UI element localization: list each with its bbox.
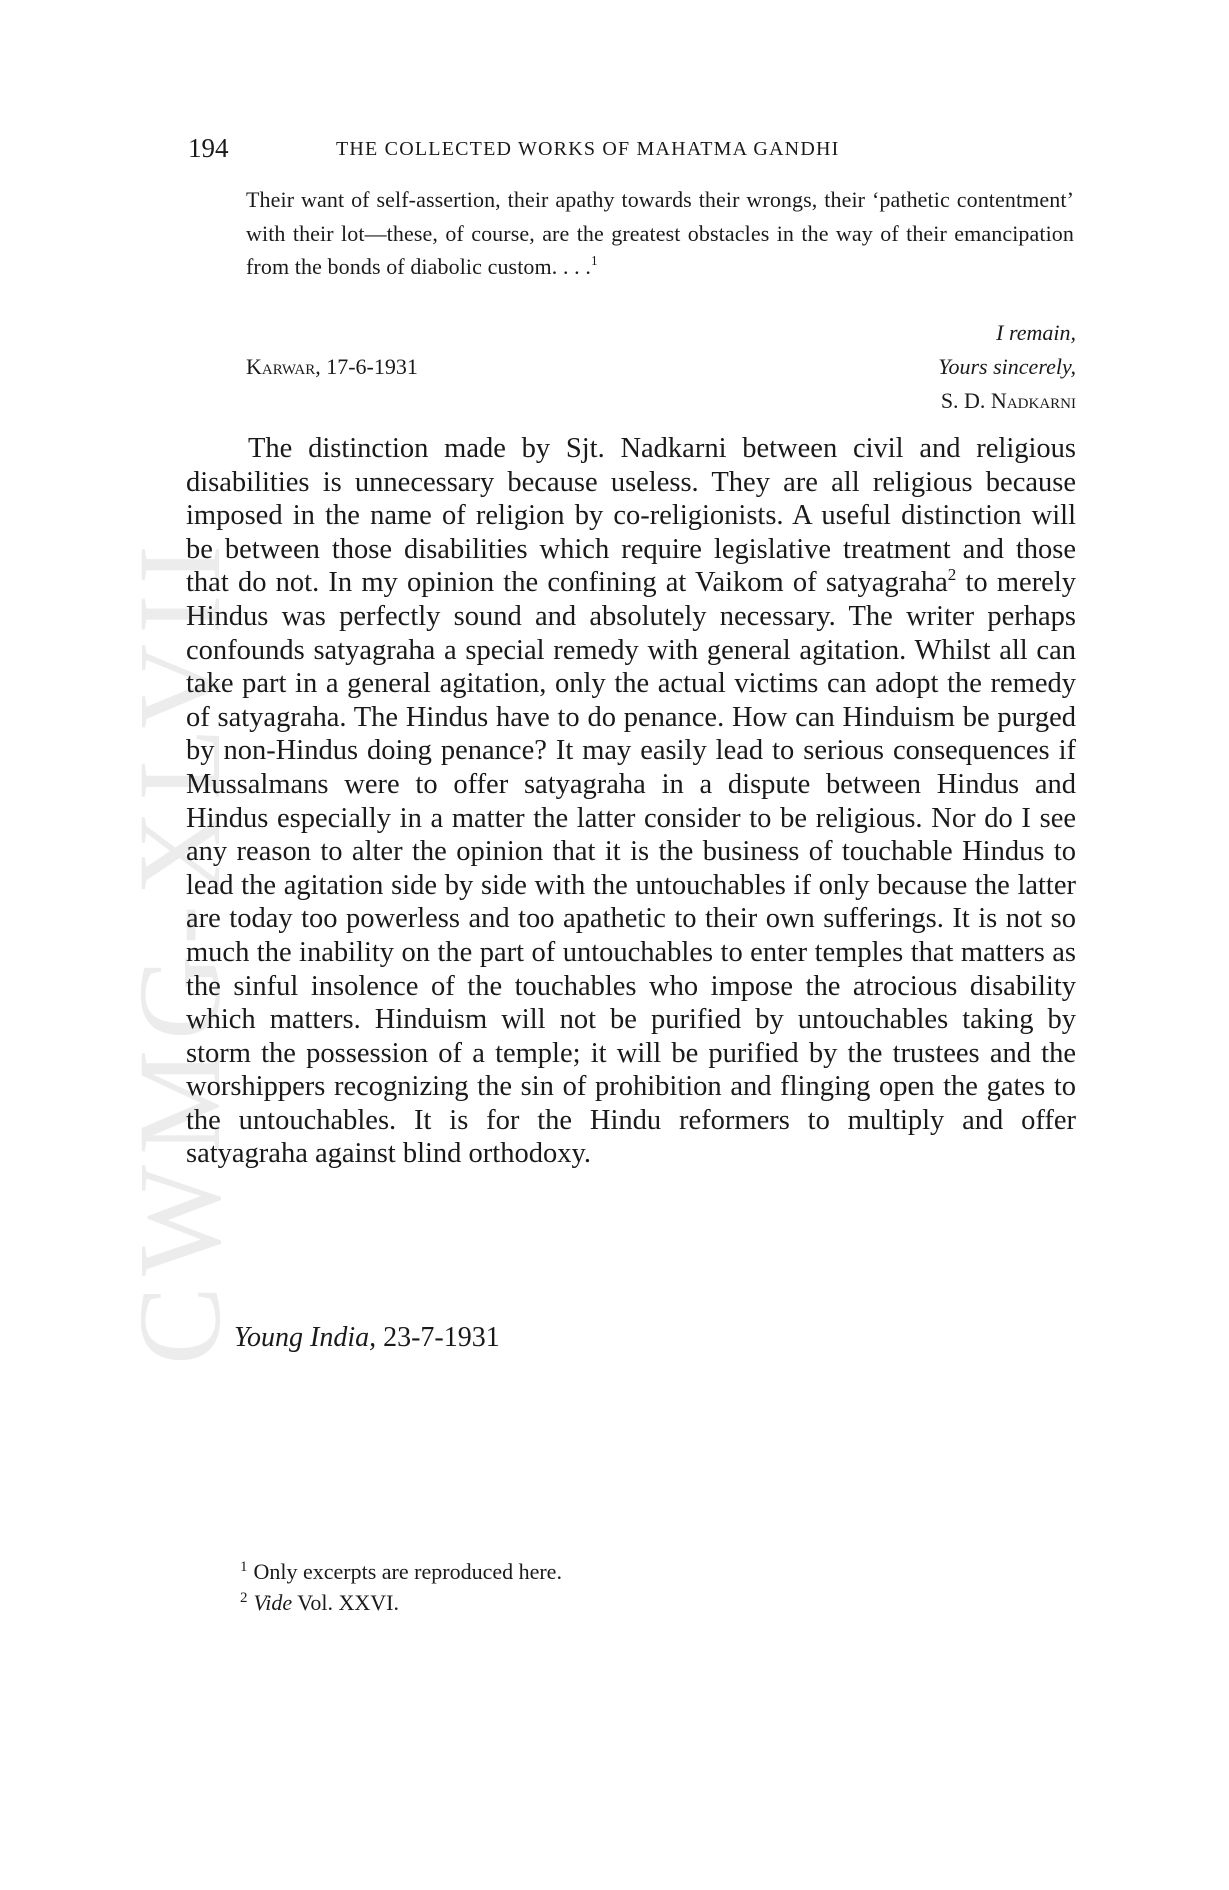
footnote-mark: 1 — [240, 1558, 248, 1575]
footnote-italic: Vide — [253, 1590, 293, 1615]
footnote-text: Only excerpts are reproduced here. — [253, 1559, 562, 1584]
source-publication: Young India, — [234, 1322, 377, 1353]
footnote-mark: 2 — [240, 1589, 248, 1606]
letter-paragraph — [246, 183, 1074, 284]
running-head — [188, 133, 1076, 167]
commentary-text-part2: to merely Hindus was perfectly sound and absolutely necessary. The writer perhaps confounds satyagraha a special remedy with general agitation. Whilst all can take part in a general agitation, only the actual victims can adopt the remedy of satyagraha. The Hindus have to do penance. How can Hinduism be purged by non-Hindus doing penance? It may easily lead to serious consequences if Mussalmans were to offer satyagraha in a dispute between Hindus and Hindus especially in a matter the latter consider to be religious. Nor do I see any reason to alter the opinion that it is the business of touchable Hindus to lead the agitation side by side with the untouchables if only because the latter are today too powerless and too apathetic to their own sufferings. It is not so much the inability on the part of untouchables to enter temples that matters as the sinful insolence of the touchables who impose the atrocious disability which matters. Hinduism will not be purified by untouchables taking by storm the possession of a temple; it will be purified by the trustees and the worshippers recognizing the sin of prohibition and flinging open the gates to the untouchables. It is for the Hindu reformers to multiply and offer satyagraha against blind orthodoxy. — [186, 567, 1077, 1170]
closing-signature: S. D. Nadkarni — [940, 388, 1076, 413]
closing-place-date: Karwar, 17-6-1931 — [246, 354, 418, 379]
source-citation — [234, 1322, 500, 1354]
footnote-ref-1: 1 — [590, 253, 598, 269]
commentary-paragraph — [186, 432, 1076, 1171]
quoted-letter — [246, 183, 1074, 284]
letter-text: Their want of self-assertion, their apathy towards their wrongs, their ‘pathetic contentment’ with their lot—these, of course, are the greatest obstacles in the way of their emancipation from the bonds of diabolic custom. . . . — [246, 187, 1074, 279]
footnote-ref-2: 2 — [947, 565, 957, 585]
commentary-text-part1: The distinction made by Sjt. Nadkarni between civil and religious disabilities is unnecessary because useless. They are all religious because imposed in the name of religion by co-religionists. A useful distinction will be between those disabilities which require legislative treatment and those that do not. In my opinion the confining at Vaikom of satyagraha — [186, 433, 1076, 599]
letter-closing — [246, 320, 1076, 420]
footnote-1 — [240, 1556, 562, 1587]
closing-sincerely: Yours sincerely, — [938, 354, 1076, 379]
footnotes — [240, 1556, 562, 1618]
footnote-text: Vol. XXVI. — [297, 1590, 399, 1615]
footnote-2 — [240, 1587, 562, 1618]
source-date: 23-7-1931 — [383, 1322, 500, 1353]
closing-remain: I remain, — [996, 320, 1076, 345]
watermark-text: CWMG-XLVII — [114, 535, 245, 1365]
page-number: 194 — [188, 133, 229, 163]
book-title: THE COLLECTED WORKS OF MAHATMA GANDHI — [336, 138, 840, 160]
